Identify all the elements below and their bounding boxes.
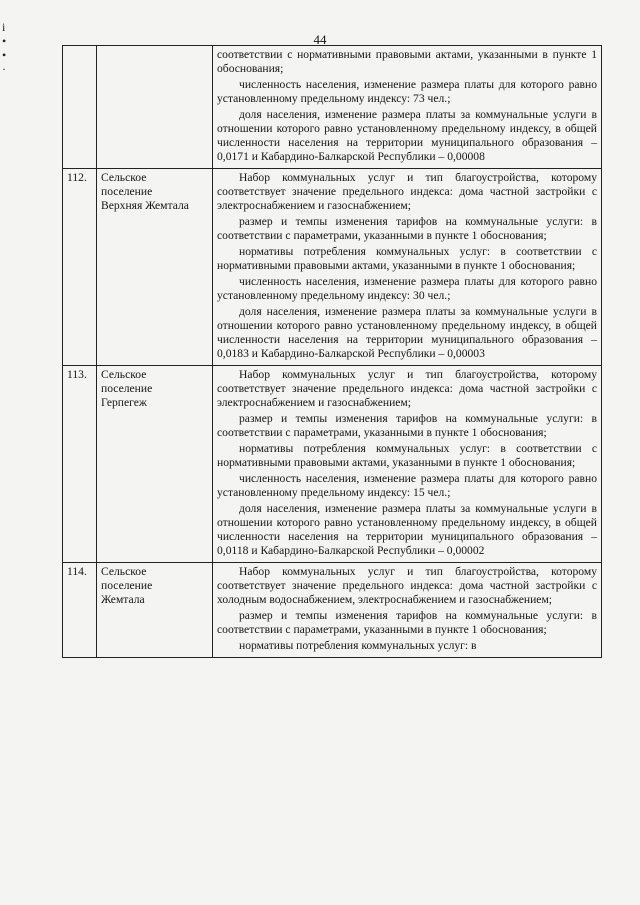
description-paragraph: численность населения, изменение размера платы для которого равно установленному предельному индексу: 15 чел.; [217,472,597,499]
description-paragraph: нормативы потребления коммунальных услуг: в соответствии с нормативными правовыми актами, указанными в пункте 1 обоснования; [217,442,597,469]
description-paragraph: доля населения, изменение размера платы за коммунальные услуги в отношении которого равно установленному предельному индексу, в общей численности населения на территории муниципального образования – 0,0171 и Кабардино-Балкарской Республики – 0,00008 [217,108,597,163]
description-cell [213,169,602,366]
description-cell [213,366,602,563]
description-paragraph: нормативы потребления коммунальных услуг: в [239,639,477,652]
description-cell [213,46,602,169]
row-number: 114. [63,563,97,658]
margin-mark: · [2,62,6,76]
page-number: 44 [313,32,327,47]
description-paragraph: размер и темпы изменения тарифов на коммунальные услуги: в соответствии с параметрами, указанными в пункте 1 обоснования; [217,215,597,242]
description-paragraph: размер и темпы изменения тарифов на коммунальные услуги: в соответствии с параметрами, указанными в пункте 1 обоснования; [217,412,597,439]
row-number [63,46,97,169]
document-table [62,45,602,658]
row-number: 112. [63,169,97,366]
margin-mark: і [2,20,6,34]
description-paragraph: численность населения, изменение размера платы для которого равно установленному предельному индексу: 30 чел.; [217,275,597,302]
description-paragraph: численность населения, изменение размера платы для которого равно установленному предельному индексу: 73 чел.; [217,78,597,105]
margin-marks [2,20,6,76]
row-number: 113. [63,366,97,563]
settlement-name: Сельское поселение Верхняя Жемтала [97,169,213,366]
table-body [63,46,602,658]
table-row [63,169,602,366]
description-paragraph: Набор коммунальных услуг и тип благоустройства, которому соответствует значение предельного индекса: дома частной застройки с электроснабжением и газоснабжением; [217,368,597,409]
table-row [63,366,602,563]
description-paragraph: соответствии с нормативными правовыми актами, указанными в пункте 1 обоснования; [217,48,597,75]
settlement-name [97,46,213,169]
description-cell [213,563,602,658]
description-paragraph: Набор коммунальных услуг и тип благоустройства, которому соответствует значение предельного индекса: дома частной застройки с холодным водоснабжением, электроснабжением и газоснабжением; [217,565,597,606]
table-row [63,563,602,658]
margin-mark: • [2,34,7,48]
description-paragraph: доля населения, изменение размера платы за коммунальные услуги в отношении которого равно установленному предельному индексу, в общей численности населения на территории муниципального образования – 0,0118 и Кабардино-Балкарской Республики – 0,00002 [217,502,597,557]
margin-mark: • [2,48,7,62]
settlement-name: Сельское поселение Герпегеж [97,366,213,563]
table-row [63,46,602,169]
description-paragraph: доля населения, изменение размера платы за коммунальные услуги в отношении которого равно установленному предельному индексу, в общей численности населения на территории муниципального образования – 0,0183 и Кабардино-Балкарской Республики – 0,00003 [217,305,597,360]
description-paragraph: нормативы потребления коммунальных услуг: в соответствии с нормативными правовыми актами, указанными в пункте 1 обоснования; [217,245,597,272]
description-paragraph: размер и темпы изменения тарифов на коммунальные услуги: в соответствии с параметрами, указанными в пункте 1 обоснования; [217,609,597,636]
settlement-name: Сельское поселение Жемтала [97,563,213,658]
description-paragraph: Набор коммунальных услуг и тип благоустройства, которому соответствует значение предельного индекса: дома частной застройки с электроснабжением и газоснабжением; [217,171,597,212]
